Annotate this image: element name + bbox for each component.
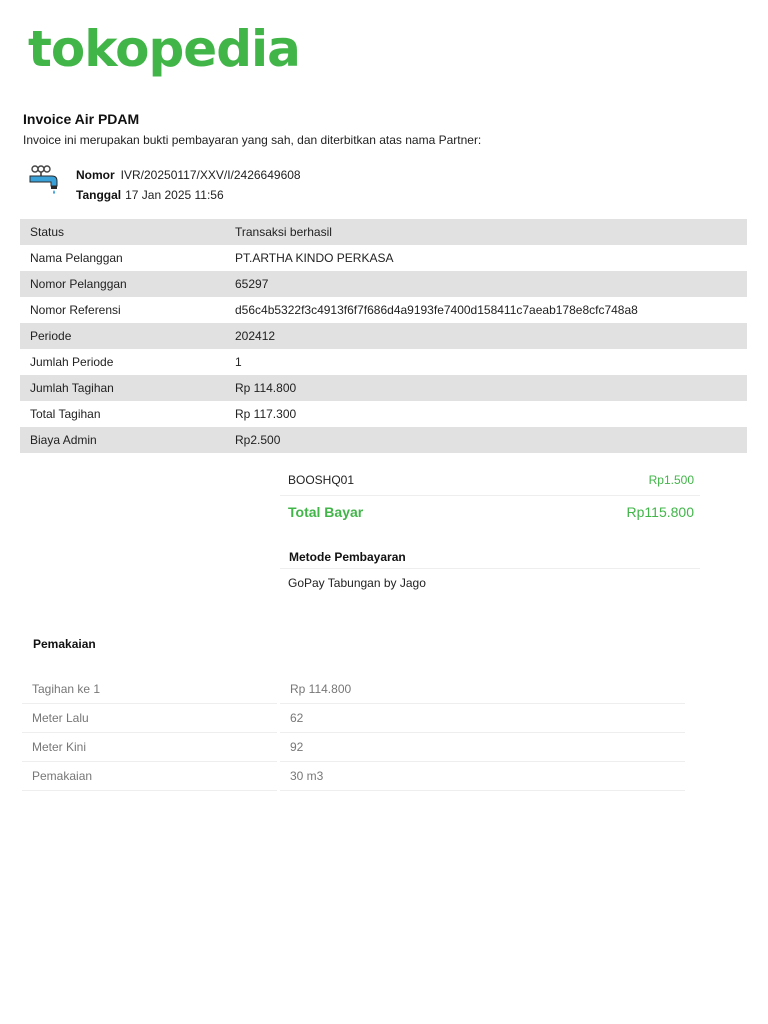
payment-summary — [280, 465, 700, 597]
nomor-value: IVR/20250117/XXV/I/2426649608 — [120, 168, 301, 182]
invoice-tanggal — [76, 188, 224, 202]
usage-label: Meter Lalu — [22, 704, 277, 733]
invoice-details-table — [20, 219, 747, 453]
usage-value: 62 — [280, 704, 685, 733]
detail-label: Periode — [20, 323, 225, 349]
detail-value: PT.ARTHA KINDO PERKASA — [235, 251, 394, 265]
detail-value: Rp 117.300 — [235, 407, 297, 421]
tanggal-value: 17 Jan 2025 11:56 — [125, 188, 224, 202]
water-faucet-icon — [28, 164, 60, 194]
promo-value: Rp1.500 — [648, 473, 694, 487]
detail-value: 202412 — [225, 323, 747, 349]
total-label: Total Bayar — [288, 504, 364, 520]
tokopedia-logo: tokopedia — [28, 20, 300, 78]
detail-label: Total Tagihan — [30, 407, 101, 421]
detail-label: Jumlah Periode — [30, 355, 114, 369]
detail-value: 1 — [235, 355, 242, 369]
promo-code: BOOSHQ01 — [288, 473, 355, 487]
tanggal-label: Tanggal — [76, 188, 122, 202]
payment-method-title: Metode Pembayaran — [280, 546, 700, 569]
detail-label: Nomor Pelanggan — [20, 271, 225, 297]
detail-value: Rp2.500 — [225, 427, 747, 453]
detail-label: Biaya Admin — [20, 427, 225, 453]
usage-label: Pemakaian — [22, 762, 277, 791]
detail-label: Nama Pelanggan — [30, 251, 123, 265]
table-row — [20, 427, 747, 453]
usage-title: Pemakaian — [33, 637, 96, 651]
invoice-title: Invoice Air PDAM — [23, 111, 140, 127]
table-row — [20, 401, 747, 427]
payment-method-value: GoPay Tabungan by Jago — [288, 576, 426, 590]
usage-value: 30 m3 — [280, 762, 685, 791]
table-row — [22, 704, 685, 733]
table-row — [20, 375, 747, 401]
table-row — [20, 349, 747, 375]
table-row — [20, 219, 747, 245]
table-row — [22, 733, 685, 762]
detail-label: Nomor Referensi — [30, 303, 121, 317]
table-row — [20, 271, 747, 297]
total-row — [280, 496, 700, 528]
usage-label: Tagihan ke 1 — [22, 675, 277, 704]
table-row — [20, 297, 747, 323]
total-value: Rp115.800 — [626, 504, 694, 520]
table-row — [20, 245, 747, 271]
usage-label: Meter Kini — [22, 733, 277, 762]
table-row — [22, 675, 685, 704]
detail-label: Jumlah Tagihan — [20, 375, 225, 401]
usage-value: 92 — [280, 733, 685, 762]
promo-row — [280, 465, 700, 496]
table-row — [22, 762, 685, 791]
detail-label: Status — [20, 219, 225, 245]
detail-value: Rp 114.800 — [225, 375, 747, 401]
table-row — [20, 323, 747, 349]
usage-value: Rp 114.800 — [280, 675, 685, 704]
nomor-label: Nomor — [76, 168, 115, 182]
detail-value: Transaksi berhasil — [225, 219, 747, 245]
usage-table — [22, 675, 685, 791]
invoice-subtitle: Invoice ini merupakan bukti pembayaran yang sah, dan diterbitkan atas nama Partner: — [23, 133, 482, 147]
detail-value: d56c4b5322f3c4913f6f7f686d4a9193fe7400d158411c7aeab178e8cfc748a8 — [235, 303, 638, 317]
invoice-nomor — [76, 168, 301, 182]
detail-value: 65297 — [225, 271, 747, 297]
